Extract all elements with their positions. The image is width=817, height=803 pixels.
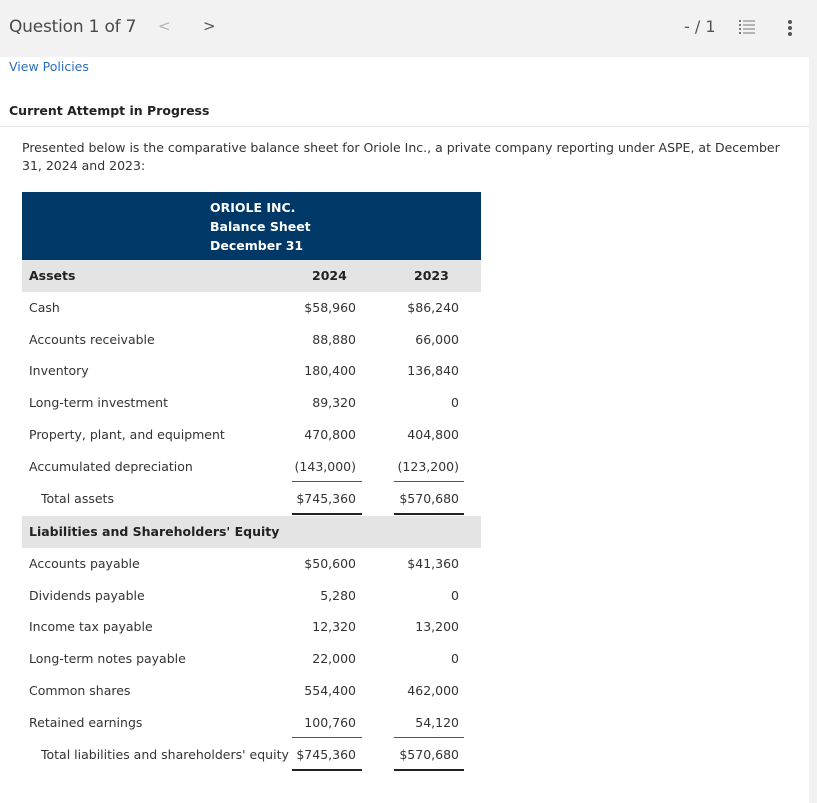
row-label: Long-term investment — [29, 395, 169, 410]
row-label: Accounts payable — [29, 556, 140, 571]
subtotal-underline-2024 — [292, 481, 362, 482]
total-underline-2024 — [292, 769, 362, 771]
row-label: Accounts receivable — [29, 332, 155, 347]
previous-question-button[interactable]: < — [158, 17, 171, 35]
list-icon[interactable] — [739, 19, 755, 35]
value-2024: 470,800 — [304, 427, 356, 442]
total-underline-2023 — [394, 769, 464, 771]
total-liabilities-2023: $570,680 — [399, 747, 459, 762]
value-2024: $58,960 — [304, 300, 356, 315]
value-2023: 0 — [451, 395, 459, 410]
view-policies-link[interactable]: View Policies — [9, 59, 89, 74]
value-2023: 462,000 — [407, 683, 459, 698]
assets-heading: Assets — [29, 268, 76, 283]
score-display: - / 1 — [684, 17, 716, 36]
balance-sheet-title — [22, 192, 481, 260]
value-2024: 100,760 — [304, 715, 356, 730]
value-2023: 136,840 — [407, 363, 459, 378]
liabilities-heading: Liabilities and Shareholders' Equity — [29, 524, 280, 539]
value-2023: $86,240 — [407, 300, 459, 315]
value-2024: 5,280 — [320, 588, 356, 603]
question-counter: Question 1 of 7 — [9, 17, 137, 37]
total-underline-2024 — [292, 513, 362, 515]
value-2024: $50,600 — [304, 556, 356, 571]
subtotal-underline-2023 — [394, 481, 464, 482]
total-liabilities-label: Total liabilities and shareholders' equity — [41, 747, 289, 762]
column-header-row — [22, 260, 481, 292]
value-2024: 12,320 — [312, 619, 356, 634]
total-liabilities-2024: $745,360 — [296, 747, 356, 762]
row-label: Accumulated depreciation — [29, 459, 193, 474]
row-label: Common shares — [29, 683, 131, 698]
total-underline-2023 — [394, 513, 464, 515]
value-2023: $41,360 — [407, 556, 459, 571]
question-intro: Presented below is the comparative balance sheet for Oriole Inc., a private company reporting under ASPE, at December 31, 2024 and 2023: — [22, 140, 780, 173]
year-2024-header: 2024 — [312, 268, 347, 283]
value-2023: 0 — [451, 588, 459, 603]
value-2023: 66,000 — [415, 332, 459, 347]
section-divider — [0, 126, 809, 127]
value-2024: 88,880 — [312, 332, 356, 347]
value-2024: 22,000 — [312, 651, 356, 666]
subtotal-underline-2023 — [394, 737, 464, 738]
statement-name: Balance Sheet — [210, 219, 311, 234]
row-label: Inventory — [29, 363, 89, 378]
row-label: Long-term notes payable — [29, 651, 186, 666]
next-question-button[interactable]: > — [203, 17, 216, 35]
value-2024: 89,320 — [312, 395, 356, 410]
row-label: Retained earnings — [29, 715, 143, 730]
total-assets-2024: $745,360 — [296, 491, 356, 506]
row-label: Income tax payable — [29, 619, 153, 634]
value-2024: 180,400 — [304, 363, 356, 378]
row-label: Dividends payable — [29, 588, 145, 603]
more-vertical-icon[interactable] — [787, 19, 793, 37]
row-label: Property, plant, and equipment — [29, 427, 225, 442]
value-2023: 13,200 — [415, 619, 459, 634]
company-name: ORIOLE INC. — [210, 200, 296, 215]
row-label: Cash — [29, 300, 60, 315]
attempt-status: Current Attempt in Progress — [9, 103, 210, 118]
total-assets-label: Total assets — [41, 491, 114, 506]
year-2023-header: 2023 — [414, 268, 449, 283]
total-assets-2023: $570,680 — [399, 491, 459, 506]
subtotal-underline-2024 — [292, 737, 362, 738]
value-2024: 554,400 — [304, 683, 356, 698]
statement-date: December 31 — [210, 238, 304, 253]
value-2023: 54,120 — [415, 715, 459, 730]
value-2024: (143,000) — [294, 459, 356, 474]
value-2023: 404,800 — [407, 427, 459, 442]
value-2023: 0 — [451, 651, 459, 666]
question-header — [0, 0, 817, 58]
value-2023: (123,200) — [397, 459, 459, 474]
